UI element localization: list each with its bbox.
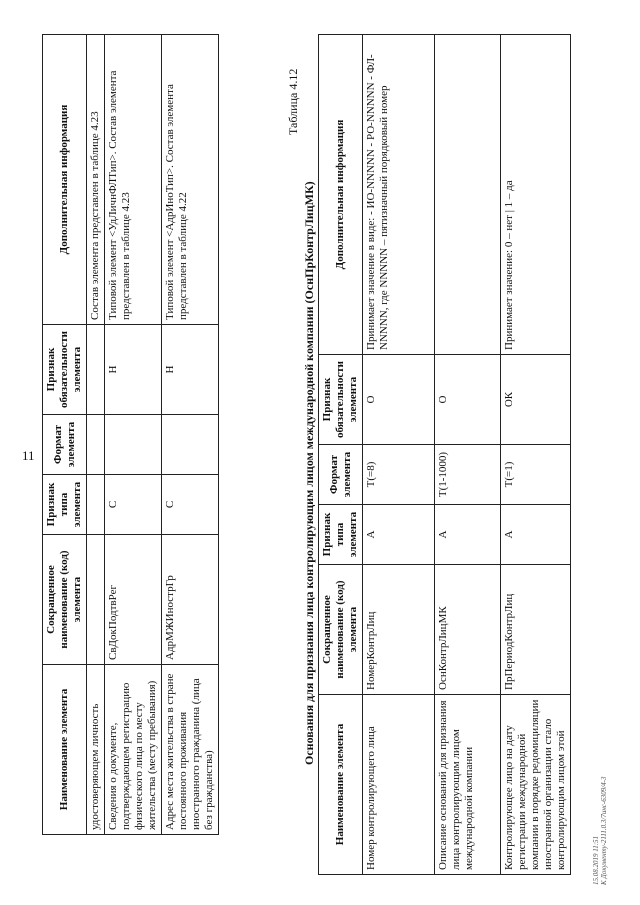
cell-code: СвДокПодтвРег	[105, 535, 162, 665]
cell-name: Контролирующее лицо на дату регистрации международной компании в порядке редомициляции иностранной организации стало контролирующим лицом этой	[501, 695, 571, 875]
table-row	[501, 35, 571, 875]
cell-type: А	[435, 505, 501, 565]
cell-name: Адрес места жительства в стране постоянного проживания иностранного гражданина (лица без гражданства)	[162, 665, 219, 835]
cell-required: Н	[162, 325, 219, 415]
header-name: Наименование элемента	[319, 695, 363, 875]
cell-type: А	[501, 505, 571, 565]
table-row	[435, 35, 501, 875]
table-caption: Основания для признания лица контролирующим лицом международной компании (ОснПрКонтрЛицМК)	[302, 181, 316, 765]
table-row	[162, 35, 219, 835]
cell-format	[162, 415, 219, 475]
cell-required: ОК	[501, 355, 571, 445]
header-info: Дополнительная информация	[319, 35, 363, 355]
stamp-line-1: 15.08.2019 11:51	[592, 835, 600, 885]
table-row	[363, 35, 435, 875]
header-required: Признак обязательности элемента	[43, 325, 87, 415]
cell-format	[87, 415, 105, 475]
cell-name: Номер контролирующего лица	[363, 695, 435, 875]
header-code: Сокращенное наименование (код) элемента	[43, 535, 87, 665]
cell-code: ПрПериодКонтрЛиц	[501, 565, 571, 695]
table-4-11-continuation	[42, 34, 219, 835]
cell-code: АдрМЖИнострГр	[162, 535, 219, 665]
cell-info: Принимает значение: 0 – нет | 1 – да	[501, 35, 571, 355]
cell-type: С	[105, 475, 162, 535]
cell-name: Сведения о документе, подтверждающем регистрацию физического лица по месту жительства (месту пребывания)	[105, 665, 162, 835]
header-required: Признак обязательности элемента	[319, 355, 363, 445]
cell-info: Типовой элемент <УдЛичнФЛТип>. Состав элемента представлен в таблице 4.23	[105, 35, 162, 325]
cell-info: Типовой элемент <АдрИноТип>. Состав элемента представлен в таблице 4.22	[162, 35, 219, 325]
table-row	[105, 35, 162, 835]
header-format: Формат элемента	[43, 415, 87, 475]
table-header-row	[319, 35, 363, 875]
cell-format: T(1-1000)	[435, 445, 501, 505]
cell-type: С	[162, 475, 219, 535]
header-type: Признак типа элемента	[319, 505, 363, 565]
header-name: Наименование элемента	[43, 665, 87, 835]
cell-name: удостоверяющем личность	[87, 665, 105, 835]
cell-code: НомерКонтрЛиц	[363, 565, 435, 695]
cell-required	[87, 325, 105, 415]
document-stamp	[592, 776, 608, 885]
cell-type: А	[363, 505, 435, 565]
cell-required: О	[435, 355, 501, 445]
cell-type	[87, 475, 105, 535]
cell-format: T(=8)	[363, 445, 435, 505]
cell-code: ОснКонтрЛицМК	[435, 565, 501, 695]
page-number: 11	[22, 448, 35, 463]
table-4-12	[318, 34, 571, 875]
table-header-row	[43, 35, 87, 835]
header-code: Сокращенное наименование (код) элемента	[319, 565, 363, 695]
cell-info: Принимает значение в виде: - ИО-NNNNN - РО-NNNNN - ФЛ-NNNNN, где NNNNN – пятизначный порядковый номер	[363, 35, 435, 355]
table-label: Таблица 4.12	[286, 68, 300, 135]
cell-format: T(=1)	[501, 445, 571, 505]
header-format: Формат элемента	[319, 445, 363, 505]
cell-required: О	[363, 355, 435, 445]
header-type: Признак типа элемента	[43, 475, 87, 535]
stamp-line-2: К Документу-2111.0.3/7инс-6309/4-3	[600, 776, 608, 885]
cell-code	[87, 535, 105, 665]
cell-required: Н	[105, 325, 162, 415]
table-row	[87, 35, 105, 835]
header-info: Дополнительная информация	[43, 35, 87, 325]
cell-info	[435, 35, 501, 355]
cell-info: Состав элемента представлен в таблице 4.23	[87, 35, 105, 325]
cell-format	[105, 415, 162, 475]
cell-name: Описание оснований для признания лица контролирующим лицом международной компании	[435, 695, 501, 875]
